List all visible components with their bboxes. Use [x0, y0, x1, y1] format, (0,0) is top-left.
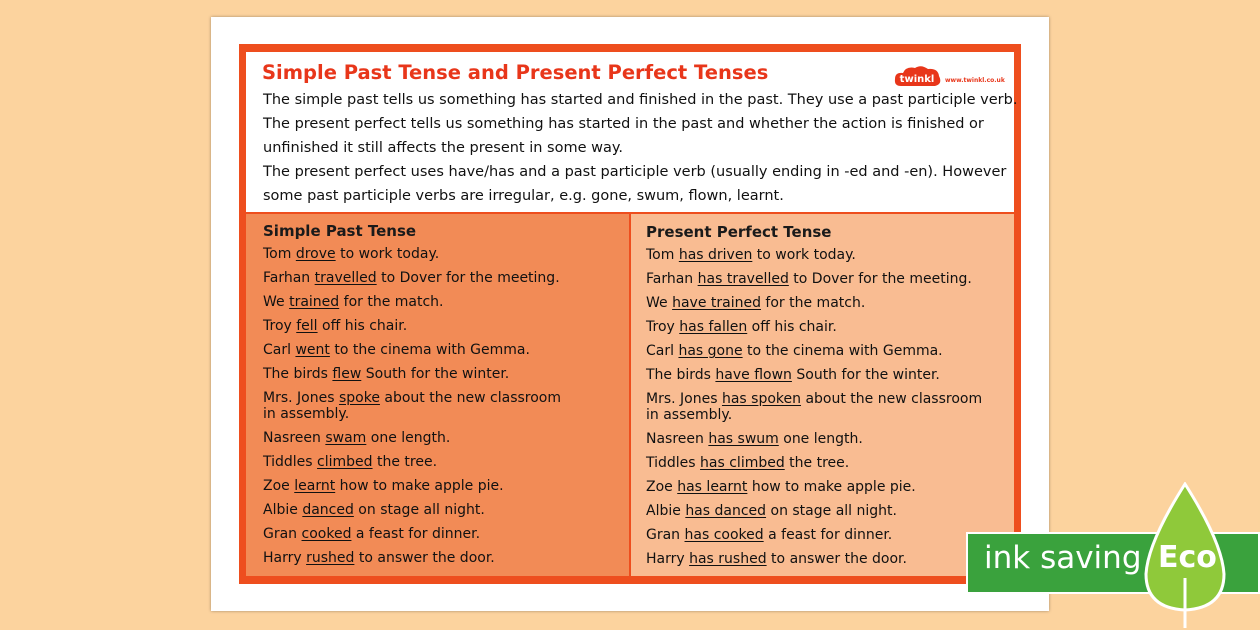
- example-sentence: [646, 391, 982, 423]
- example-sentence: [263, 430, 450, 446]
- sentence-verb: cooked: [301, 526, 352, 542]
- sentence-subject: Nasreen: [263, 430, 326, 446]
- example-sentence: [646, 319, 837, 335]
- example-sentence: [263, 342, 530, 358]
- sentence-subject: The birds: [646, 367, 716, 383]
- example-sentence: [646, 271, 972, 287]
- sentence-verb: has learnt: [677, 479, 748, 495]
- sentence-rest: how to make apple pie.: [747, 479, 916, 495]
- sentence-verb: climbed: [317, 454, 373, 470]
- eco-label: Eco: [1158, 540, 1217, 575]
- sentence-subject: Mrs. Jones: [646, 391, 722, 407]
- sentence-verb: drove: [295, 246, 336, 262]
- sentence-rest: for the match.: [760, 295, 866, 311]
- sentence-verb: learnt: [294, 478, 336, 494]
- intro-line: The present perfect tells us something has started in the past and whether the action is finished or: [263, 116, 984, 132]
- sentence-verb: travelled: [314, 270, 377, 286]
- sentence-rest: to Dover for the meeting.: [788, 271, 972, 287]
- sentence-rest: one length.: [366, 430, 451, 446]
- example-sentence: [646, 295, 865, 311]
- sentence-subject: Farhan: [263, 270, 315, 286]
- sentence-subject: Troy: [646, 319, 680, 335]
- example-sentence: [646, 367, 940, 383]
- sentence-verb: has danced: [685, 503, 767, 519]
- sentence-subject: Tiddles: [646, 455, 701, 471]
- intro-line: unfinished it still affects the present in some way.: [263, 140, 623, 156]
- example-sentence: [263, 502, 485, 518]
- sentence-rest: on stage all night.: [353, 502, 485, 518]
- sentence-verb: has fallen: [679, 319, 748, 335]
- sentence-rest: to work today.: [335, 246, 440, 262]
- sentence-verb: has cooked: [684, 527, 764, 543]
- sentence-verb: has gone: [678, 343, 743, 359]
- sentence-subject: Mrs. Jones: [263, 390, 339, 406]
- twinkl-logo-icon: [893, 64, 943, 92]
- sentence-subject: Zoe: [263, 478, 295, 494]
- sentence-verb: danced: [302, 502, 354, 518]
- example-sentence: [263, 270, 560, 286]
- sentence-verb: have flown: [715, 367, 792, 383]
- sentence-continuation: in assembly.: [646, 407, 733, 423]
- example-sentence: [263, 550, 495, 566]
- example-sentence: [263, 294, 444, 310]
- sentence-subject: Albie: [263, 502, 303, 518]
- sentence-verb: has rushed: [689, 551, 767, 567]
- sentence-subject: Carl: [646, 343, 679, 359]
- sentence-verb: spoke: [338, 390, 380, 406]
- sentence-rest: to answer the door.: [354, 550, 495, 566]
- sentence-subject: Gran: [263, 526, 302, 542]
- example-sentence: [646, 503, 897, 519]
- sentence-subject: Tom: [646, 247, 679, 263]
- sentence-verb: has travelled: [697, 271, 789, 287]
- sentence-rest: the tree.: [372, 454, 438, 470]
- sentence-subject: Tiddles: [263, 454, 318, 470]
- sentence-subject: Troy: [263, 318, 297, 334]
- sentence-verb: trained: [289, 294, 340, 310]
- sentence-subject: Harry: [263, 550, 307, 566]
- sentence-rest: to answer the door.: [766, 551, 907, 567]
- example-sentence: [263, 318, 407, 334]
- sentence-subject: Albie: [646, 503, 686, 519]
- logo-wordmark: twinkl: [899, 74, 935, 85]
- sentence-subject: We: [646, 295, 673, 311]
- example-sentence: [646, 455, 849, 471]
- sentence-subject: We: [263, 294, 290, 310]
- sentence-verb: has swum: [708, 431, 779, 447]
- sentence-verb: swam: [325, 430, 367, 446]
- example-sentence: [263, 246, 439, 262]
- sentence-rest: off his chair.: [317, 318, 408, 334]
- sentence-verb: flew: [332, 366, 362, 382]
- sentence-subject: Zoe: [646, 479, 678, 495]
- sentence-rest: about the new classroom: [801, 391, 983, 407]
- example-sentence: [646, 479, 916, 495]
- page-title: Simple Past Tense and Present Perfect Tenses: [262, 61, 769, 84]
- example-sentence: [263, 366, 509, 382]
- sentence-rest: for the match.: [339, 294, 444, 310]
- sentence-verb: have trained: [672, 295, 761, 311]
- sentence-rest: about the new classroom: [379, 390, 562, 406]
- sentence-subject: Gran: [646, 527, 685, 543]
- example-sentence: [263, 390, 561, 422]
- simple-past-heading: Simple Past Tense: [263, 222, 417, 240]
- sentence-rest: to the cinema with Gemma.: [742, 343, 943, 359]
- example-sentence: [646, 431, 863, 447]
- sentence-rest: a feast for dinner.: [763, 527, 893, 543]
- sentence-subject: Farhan: [646, 271, 698, 287]
- sentence-verb: has spoken: [721, 391, 802, 407]
- sentence-rest: one length.: [778, 431, 863, 447]
- sentence-subject: Tom: [263, 246, 296, 262]
- sentence-verb: has climbed: [700, 455, 785, 471]
- example-sentence: [263, 526, 480, 542]
- sentence-verb: rushed: [306, 550, 355, 566]
- example-sentence: [263, 478, 504, 494]
- sentence-rest: how to make apple pie.: [335, 478, 504, 494]
- sentence-verb: went: [295, 342, 330, 358]
- intro-line: some past participle verbs are irregular, e.g. gone, swum, flown, learnt.: [263, 188, 784, 204]
- example-sentence: [646, 343, 943, 359]
- sentence-rest: South for the winter.: [791, 367, 940, 383]
- example-sentence: [263, 454, 437, 470]
- intro-line: The present perfect uses have/has and a past participle verb (usually ending in -ed and -en). However: [263, 164, 1007, 180]
- sentence-rest: off his chair.: [747, 319, 837, 335]
- sentence-subject: Harry: [646, 551, 690, 567]
- example-sentence: [646, 247, 856, 263]
- present-perfect-heading: Present Perfect Tense: [646, 223, 832, 241]
- sentence-rest: to work today.: [752, 247, 856, 263]
- sentence-continuation: in assembly.: [263, 406, 350, 422]
- example-sentence: [646, 551, 907, 567]
- sentence-rest: a feast for dinner.: [351, 526, 481, 542]
- example-sentence: [646, 527, 892, 543]
- sentence-rest: to the cinema with Gemma.: [329, 342, 530, 358]
- logo-url: www.twinkl.co.uk: [945, 77, 1005, 84]
- sentence-verb: fell: [296, 318, 318, 334]
- sentence-rest: on stage all night.: [766, 503, 897, 519]
- sentence-subject: The birds: [263, 366, 333, 382]
- sentence-verb: has driven: [678, 247, 753, 263]
- sentence-rest: to Dover for the meeting.: [376, 270, 560, 286]
- intro-line: The simple past tells us something has started and finished in the past. They use a past participle verb.: [263, 92, 1018, 108]
- sentence-rest: South for the winter.: [361, 366, 510, 382]
- sentence-subject: Nasreen: [646, 431, 709, 447]
- sentence-subject: Carl: [263, 342, 296, 358]
- sentence-rest: the tree.: [784, 455, 850, 471]
- ink-saving-label: ink saving: [984, 540, 1142, 576]
